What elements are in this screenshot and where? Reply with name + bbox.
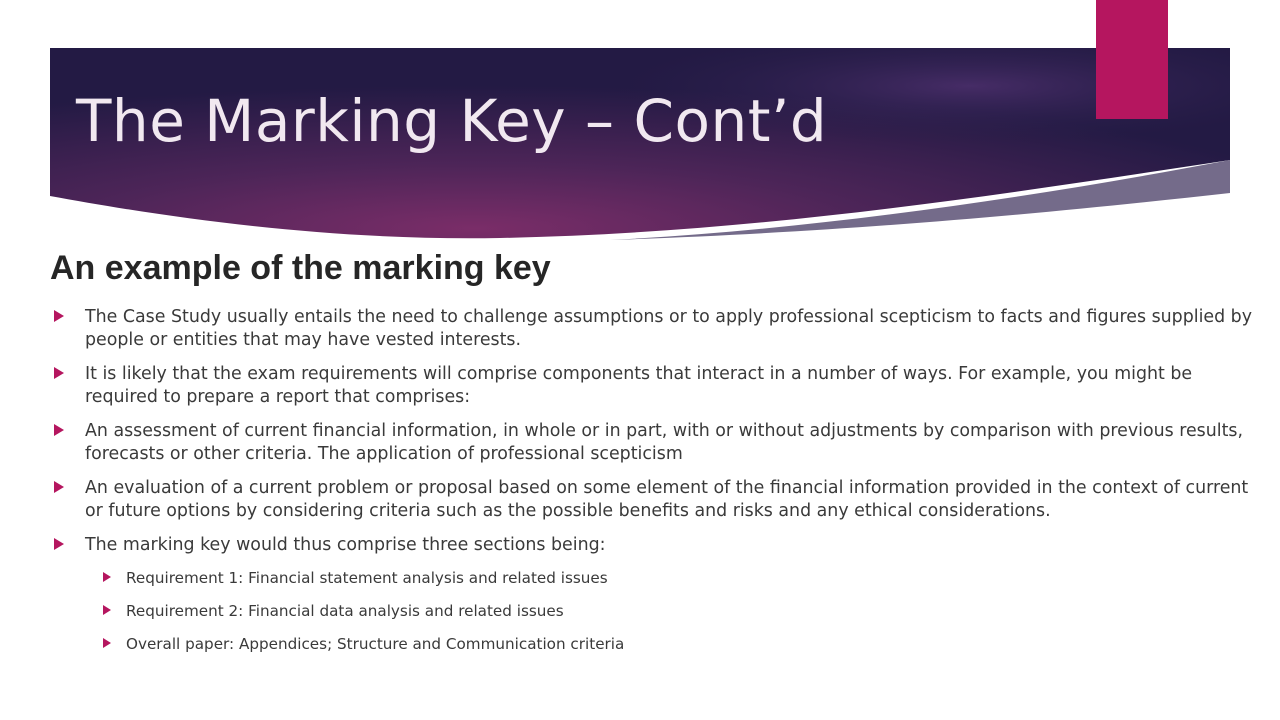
- slide-subtitle: An example of the marking key: [50, 249, 551, 287]
- triangle-bullet-icon: [103, 638, 111, 648]
- bullet-item: [50, 306, 1268, 352]
- triangle-bullet-icon: [54, 538, 64, 550]
- triangle-bullet-icon: [54, 310, 64, 322]
- triangle-bullet-icon: [103, 605, 111, 615]
- sub-bullet-item: [50, 634, 1268, 654]
- sub-bullet-item: [50, 568, 1268, 588]
- bullet-item: [50, 420, 1268, 466]
- bullet-list: [50, 306, 1268, 667]
- sub-bullet-text: Requirement 2: Financial data analysis and related issues: [126, 602, 564, 620]
- sub-bullet-text: Requirement 1: Financial statement analysis and related issues: [126, 569, 608, 587]
- accent-tab: [1096, 0, 1168, 119]
- bullet-text: An evaluation of a current problem or proposal based on some element of the financial information provided in the context of current or future options by considering criteria such as the possible benefits and risks and any ethical considerations.: [85, 478, 1249, 521]
- slide-title: The Marking Key – Cont’d: [76, 87, 828, 155]
- bullet-item: [50, 477, 1268, 523]
- sub-bullet-text: Overall paper: Appendices; Structure and Communication criteria: [126, 635, 625, 653]
- bullet-text: It is likely that the exam requirements will comprise components that interact in a number of ways. For example, you might be required to prepare a report that comprises:: [85, 364, 1193, 407]
- bullet-text: The Case Study usually entails the need to challenge assumptions or to apply professional scepticism to facts and figures supplied by people or entities that may have vested interests.: [85, 307, 1252, 350]
- bullet-text: The marking key would thus comprise three sections being:: [85, 535, 606, 555]
- bullet-text: An assessment of current financial information, in whole or in part, with or without adjustments by comparison with previous results, forecasts or other criteria. The application of professional scepticism: [85, 421, 1244, 464]
- triangle-bullet-icon: [54, 367, 64, 379]
- triangle-bullet-icon: [54, 481, 64, 493]
- bullet-item: [50, 534, 1268, 557]
- sub-bullet-item: [50, 601, 1268, 621]
- triangle-bullet-icon: [54, 424, 64, 436]
- triangle-bullet-icon: [103, 572, 111, 582]
- bullet-item: [50, 363, 1268, 409]
